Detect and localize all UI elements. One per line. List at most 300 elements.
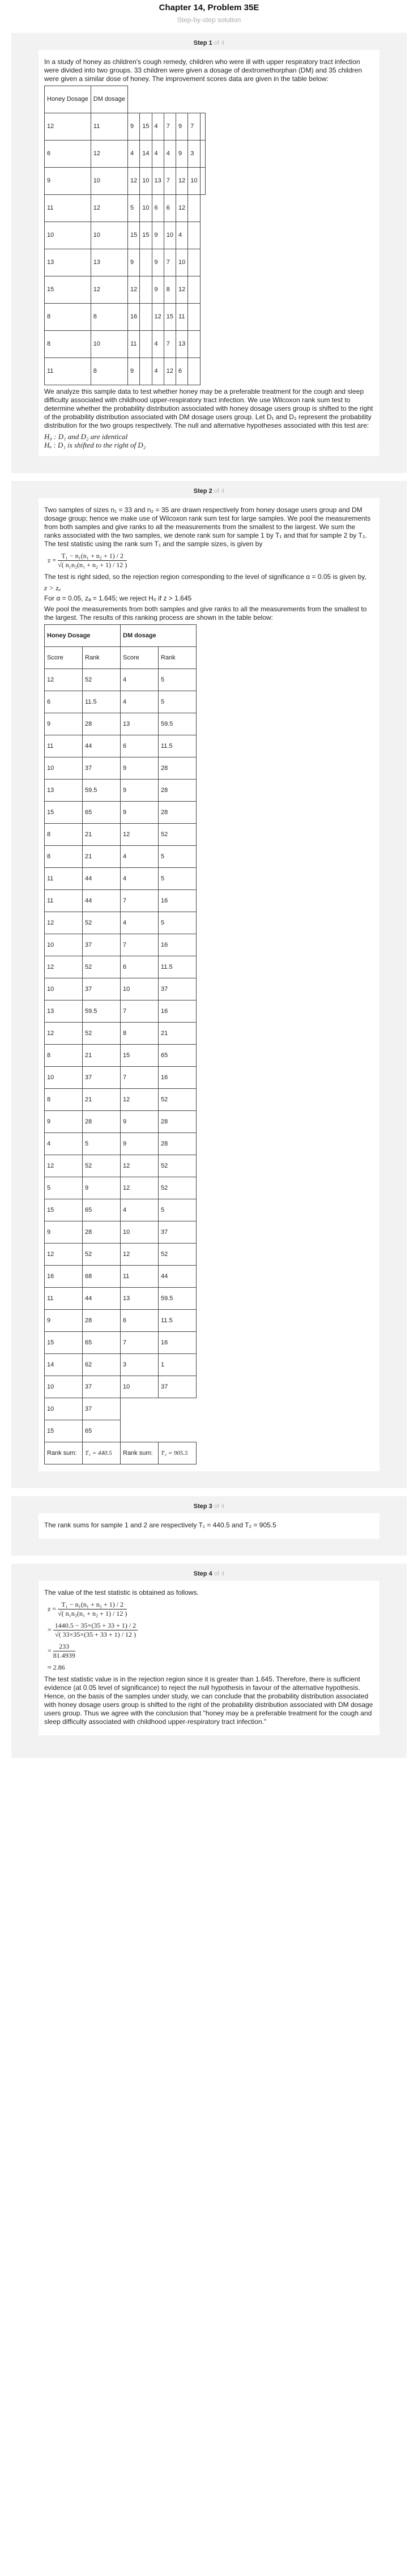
table-cell: 11 bbox=[45, 868, 83, 890]
table-cell: 13 bbox=[121, 1288, 159, 1310]
table-cell: 4 bbox=[121, 691, 159, 713]
table-cell: 12 bbox=[128, 168, 140, 195]
table-row bbox=[45, 304, 206, 331]
table-cell: 28 bbox=[159, 802, 197, 824]
table-cell: 8 bbox=[45, 1045, 83, 1067]
table-row bbox=[45, 1310, 197, 1332]
table-cell: 59.5 bbox=[159, 713, 197, 735]
table-cell: 6 bbox=[164, 195, 176, 222]
table-cell: 9 bbox=[121, 757, 159, 780]
table-row bbox=[45, 168, 206, 195]
table-cell: 12 bbox=[121, 1177, 159, 1199]
table-cell: 11 bbox=[45, 1288, 83, 1310]
table-cell: 52 bbox=[159, 824, 197, 846]
table-cell: 14 bbox=[140, 140, 152, 168]
table-cell: 6 bbox=[176, 358, 188, 385]
table-cell: 13 bbox=[152, 168, 164, 195]
column-header-cell: Rank bbox=[83, 647, 121, 669]
rank-sums-text: The rank sums for sample 1 and 2 are respectively T₁ = 440.5 and T₂ = 905.5 bbox=[44, 1521, 276, 1529]
table-cell: 28 bbox=[159, 757, 197, 780]
table-cell: 37 bbox=[83, 1376, 121, 1398]
table-cell: 4 bbox=[121, 912, 159, 934]
table-cell: 52 bbox=[159, 1244, 197, 1266]
table-cell: 13 bbox=[45, 780, 83, 802]
table-cell bbox=[188, 331, 200, 358]
table-cell: 12 bbox=[91, 195, 127, 222]
table-cell: 10 bbox=[45, 1067, 83, 1089]
table-cell: 9 bbox=[45, 713, 83, 735]
rank-sum-label: Rank sum: bbox=[45, 1442, 83, 1464]
table-cell: 5 bbox=[159, 1199, 197, 1221]
column-header-row bbox=[45, 647, 197, 669]
table-cell: 65 bbox=[83, 1199, 121, 1221]
table-cell: 15 bbox=[140, 222, 152, 249]
step-3-label: Step 3 of 4 bbox=[193, 1503, 225, 1510]
table-cell: 12 bbox=[45, 1244, 83, 1266]
table-cell: 10 bbox=[140, 195, 152, 222]
table-cell: 44 bbox=[83, 735, 121, 757]
table-cell: 9 bbox=[121, 1111, 159, 1133]
table-cell: 44 bbox=[83, 890, 121, 912]
table-cell: 65 bbox=[83, 802, 121, 824]
table-row bbox=[45, 1000, 197, 1023]
table-cell: 37 bbox=[83, 757, 121, 780]
table-row bbox=[45, 846, 197, 868]
table-cell: 10 bbox=[140, 168, 152, 195]
table-cell: 8 bbox=[91, 304, 127, 331]
table-row bbox=[45, 1332, 197, 1354]
table-cell: 7 bbox=[164, 249, 176, 276]
table-cell: 12 bbox=[128, 276, 140, 304]
table-cell: 9 bbox=[121, 1133, 159, 1155]
step-2-label: Step 2 of 4 bbox=[193, 488, 225, 495]
table-cell: 52 bbox=[83, 956, 121, 978]
table-cell: 9 bbox=[152, 249, 164, 276]
table-cell: 12 bbox=[121, 824, 159, 846]
table-cell: 8 bbox=[121, 1023, 159, 1045]
table-cell: 4 bbox=[121, 846, 159, 868]
table-cell: 7 bbox=[121, 934, 159, 956]
table-cell: 65 bbox=[83, 1420, 121, 1442]
t1-value: T₁ = 440.5 bbox=[83, 1442, 121, 1464]
table-cell: 11 bbox=[45, 890, 83, 912]
table-cell: 9 bbox=[45, 1310, 83, 1332]
table-row bbox=[45, 1288, 197, 1310]
table-row bbox=[45, 978, 197, 1000]
table-cell: 9 bbox=[176, 140, 188, 168]
calc-line-2: = $\frac{1440.5 - 35\times(35 + 33 + 1) / 2}{√( 33\times 35\times(35 + 33 + 1) / 12 )}$ bbox=[48, 1621, 374, 1639]
table-cell: 12 bbox=[176, 168, 188, 195]
table-cell bbox=[200, 168, 205, 195]
table-cell: 10 bbox=[45, 1398, 83, 1420]
table-cell: 44 bbox=[159, 1266, 197, 1288]
table-cell: 13 bbox=[91, 249, 127, 276]
table-row bbox=[45, 1045, 197, 1067]
formula-fraction: $\frac{\text{T₁ − n₁(n₁ + n₂ + 1) / 2}}{\text{√( n₁n₂(n₁ + n₂ + 1) / 12 )}}$ bbox=[58, 552, 127, 569]
table-cell: 8 bbox=[164, 276, 176, 304]
group-header-cell: Honey Dosage bbox=[45, 625, 121, 647]
table-row bbox=[45, 1354, 197, 1376]
table-cell: 3 bbox=[188, 140, 200, 168]
step-3-content bbox=[39, 1513, 379, 1539]
table-cell: 21 bbox=[83, 1089, 121, 1111]
table-cell: 5 bbox=[159, 868, 197, 890]
table-cell: 5 bbox=[159, 912, 197, 934]
table-cell bbox=[188, 195, 200, 222]
table-cell: 4 bbox=[152, 140, 164, 168]
table-cell: 59.5 bbox=[83, 780, 121, 802]
table-cell bbox=[159, 1420, 197, 1442]
page-title: Chapter 14, Problem 35E bbox=[159, 3, 259, 12]
table-cell: 11 bbox=[45, 195, 91, 222]
table-cell bbox=[121, 1398, 159, 1420]
table-cell: 52 bbox=[83, 669, 121, 691]
group-header-row bbox=[45, 625, 197, 647]
table-cell: 62 bbox=[83, 1354, 121, 1376]
table-cell: 52 bbox=[159, 1155, 197, 1177]
calc-fraction-1: $\frac{\text{T₁ − n₁(n₁ + n₂ + 1) / 2}}{\text{√( n₁n₂(n₁ + n₂ + 1) / 12 )}}$ bbox=[58, 1600, 127, 1617]
table-row bbox=[45, 1023, 197, 1045]
group-header-cell: DM dosage bbox=[121, 625, 197, 647]
table-cell: 52 bbox=[159, 1089, 197, 1111]
table-row bbox=[45, 276, 206, 304]
table-cell: 28 bbox=[83, 1221, 121, 1244]
table-cell: 10 bbox=[45, 978, 83, 1000]
table-cell: 4 bbox=[121, 1199, 159, 1221]
table-cell bbox=[188, 304, 200, 331]
table-cell: 7 bbox=[164, 113, 176, 140]
table-row bbox=[45, 669, 197, 691]
table-row bbox=[45, 1244, 197, 1266]
table-cell: 28 bbox=[159, 1133, 197, 1155]
table-cell: 9 bbox=[83, 1177, 121, 1199]
table-row bbox=[45, 934, 197, 956]
table-cell: 4 bbox=[128, 140, 140, 168]
table-cell: 12 bbox=[121, 1089, 159, 1111]
table-row bbox=[45, 358, 206, 385]
table-cell: 15 bbox=[164, 304, 176, 331]
table-cell: 52 bbox=[83, 1023, 121, 1045]
table-cell: 9 bbox=[176, 113, 188, 140]
table-row bbox=[45, 1155, 197, 1177]
rank-sum-label-2: Rank sum: bbox=[121, 1442, 159, 1464]
table-row bbox=[45, 691, 197, 713]
table-cell: 8 bbox=[45, 846, 83, 868]
table-row bbox=[45, 140, 206, 168]
t2-value: T₂ = 905.5 bbox=[159, 1442, 197, 1464]
table-cell: 28 bbox=[83, 713, 121, 735]
table-row bbox=[45, 1111, 197, 1133]
table-cell: 15 bbox=[45, 276, 91, 304]
table-cell: 13 bbox=[45, 249, 91, 276]
table-cell: 5 bbox=[45, 1177, 83, 1199]
table-row bbox=[45, 113, 206, 140]
table-cell: 11 bbox=[121, 1266, 159, 1288]
table-cell: 4 bbox=[152, 358, 164, 385]
table-cell: 12 bbox=[121, 1244, 159, 1266]
step-1-analysis: We analyze this sample data to test whether honey may be a preferable treatment for the cough and sleep difficulty associated with childhood upper-respiratory tract infection. We use Wilcoxon rank sum test to determine whether the probability distribution associated with honey dosage users group is shifted to the right of the probability distribution associated with DM dosage users group. Let D₁ and D₂ represent the probability distribution for the two groups respectively. The null and alternative hypotheses associated with this test are: bbox=[44, 388, 373, 429]
step-4-label: Step 4 of 4 bbox=[193, 1570, 225, 1577]
table-cell: 12 bbox=[176, 195, 188, 222]
table-row bbox=[45, 222, 206, 249]
table-row bbox=[45, 802, 197, 824]
table-cell: 10 bbox=[121, 1376, 159, 1398]
step-4 bbox=[11, 1564, 407, 1758]
table-cell: 15 bbox=[45, 1332, 83, 1354]
table-cell: 15 bbox=[140, 113, 152, 140]
table-header-cell: DM dosage bbox=[91, 86, 127, 113]
table-cell: 37 bbox=[83, 978, 121, 1000]
table-cell bbox=[200, 113, 205, 140]
table-cell: 11 bbox=[176, 304, 188, 331]
column-header-cell: Score bbox=[45, 647, 83, 669]
table-cell: 44 bbox=[83, 1288, 121, 1310]
table-cell bbox=[188, 222, 200, 249]
table-cell: 52 bbox=[83, 912, 121, 934]
step-1-content bbox=[39, 50, 379, 456]
table-cell: 1 bbox=[159, 1354, 197, 1376]
table-cell: 12 bbox=[121, 1155, 159, 1177]
table-cell: 10 bbox=[91, 331, 127, 358]
table-cell bbox=[159, 1398, 197, 1420]
table-cell: 16 bbox=[159, 934, 197, 956]
table-cell: 16 bbox=[159, 1000, 197, 1023]
table-cell: 16 bbox=[159, 1332, 197, 1354]
alt-hypothesis: Hₐ : D₁ is shifted to the right of D₂ bbox=[44, 441, 146, 449]
table-cell: 21 bbox=[83, 846, 121, 868]
table-row bbox=[45, 1177, 197, 1199]
rejection-region: z > zₐ bbox=[44, 584, 61, 592]
table-cell: 10 bbox=[45, 757, 83, 780]
table-row bbox=[45, 1221, 197, 1244]
table-cell: 5 bbox=[159, 846, 197, 868]
table-cell: 16 bbox=[159, 890, 197, 912]
calc-line-1: z = $\frac{\text{T₁ − n₁(n₁ + n₂ + 1) / 2}}{\text{√( n₁n₂(n₁ + n₂ + 1) / 12 )}}$ bbox=[48, 1600, 127, 1617]
step-2-intro: Two samples of sizes n₁ = 33 and n₂ = 35 are drawn respectively from honey dosage users group and DM dosage group; hence we make use of Wilcoxon rank sum test for large samples. We pool the measurements from both samples and give ranks to all the measurements from the smallest to the largest. We sum the ranks associated with the two samples, we denote rank sum for sample 1 by T₁ and that for sample 2 by T₂. The test statistic using the rank sum T₁ and the sample sizes, is given by bbox=[44, 506, 371, 548]
table-cell: 4 bbox=[152, 331, 164, 358]
step-2 bbox=[11, 481, 407, 1488]
table-cell: 52 bbox=[83, 1155, 121, 1177]
table-cell: 4 bbox=[121, 669, 159, 691]
table-cell bbox=[188, 358, 200, 385]
table-cell: 12 bbox=[164, 358, 176, 385]
table-cell bbox=[140, 358, 152, 385]
test-statistic-formula: z = $\frac{\text{T₁ − n₁(n₁ + n₂ + 1) / 2}}{\text{√( n₁n₂(n₁ + n₂ + 1) / 12 )}}$ bbox=[48, 552, 127, 569]
table-cell: 10 bbox=[45, 222, 91, 249]
table-cell: 13 bbox=[45, 1000, 83, 1023]
table-cell: 9 bbox=[128, 249, 140, 276]
table-cell: 4 bbox=[45, 1133, 83, 1155]
table-cell: 52 bbox=[83, 1244, 121, 1266]
table-cell: 4 bbox=[176, 222, 188, 249]
table-cell: 10 bbox=[45, 1376, 83, 1398]
table-row bbox=[45, 1067, 197, 1089]
table-cell: 52 bbox=[159, 1177, 197, 1199]
decision-rule: For α = 0.05, zₐ = 1.645; we reject H₀ if z > 1.645 bbox=[44, 594, 192, 602]
table-cell: 9 bbox=[152, 222, 164, 249]
rejection-text: The test is right sided, so the rejection region corresponding to the level of significance α = 0.05 is given by, bbox=[44, 573, 366, 581]
page-subtitle: Step-by-step solution bbox=[177, 16, 241, 24]
table-cell: 11.5 bbox=[159, 1310, 197, 1332]
z-result: ≈ 2.86 bbox=[48, 1663, 65, 1671]
conclusion-text: The test statistic value is in the rejection region since it is greater than 1.645. Therefore, there is sufficient evidence (at 0.05 level of significance) to reject the null hypothesis in favour of the alternative hypothesis. Hence, on the basis of the samples under study, we can conclude that the probability distribution associated with honey dosage users group is shifted to the right of the probability distribution associated with DM dosage users group. Thus we agree with the conclusion that "honey may be a preferable treatment for the cough and sleep difficulty associated with childhood upper-respiratory tract infection." bbox=[44, 1675, 373, 1726]
table-cell: 10 bbox=[121, 1221, 159, 1244]
table-cell: 7 bbox=[121, 1332, 159, 1354]
table-cell: 16 bbox=[128, 304, 140, 331]
table-cell bbox=[140, 249, 152, 276]
null-hypothesis: H₀ : D₁ and D₂ are identical bbox=[44, 432, 128, 441]
table-cell: 37 bbox=[159, 978, 197, 1000]
table-cell: 16 bbox=[159, 1067, 197, 1089]
table-row bbox=[45, 249, 206, 276]
table-cell: 6 bbox=[152, 195, 164, 222]
table-cell: 15 bbox=[45, 802, 83, 824]
table-cell: 9 bbox=[121, 780, 159, 802]
table-cell: 7 bbox=[121, 1000, 159, 1023]
table-cell: 7 bbox=[164, 331, 176, 358]
table-cell: 28 bbox=[83, 1310, 121, 1332]
table-cell: 9 bbox=[128, 358, 140, 385]
step-1-intro: In a study of honey as children's cough remedy, children who were ill with upper respiratory tract infection were divided into two groups. 33 children were given a dosage of dextromethorphan (DM) and 35 children were given a similar dose of honey. The improvement scores data are given in the table below: bbox=[44, 58, 362, 83]
table-cell: 6 bbox=[45, 691, 83, 713]
table-cell: 5 bbox=[128, 195, 140, 222]
table-cell: 9 bbox=[45, 1221, 83, 1244]
table-row bbox=[45, 1089, 197, 1111]
ranking-table bbox=[44, 624, 197, 1464]
table-row bbox=[45, 1376, 197, 1398]
column-header-cell: Score bbox=[121, 647, 159, 669]
table-cell bbox=[188, 249, 200, 276]
table-cell bbox=[200, 140, 205, 168]
table-cell: 28 bbox=[159, 1111, 197, 1133]
table-cell: 11.5 bbox=[159, 735, 197, 757]
table-row bbox=[45, 713, 197, 735]
table-cell: 10 bbox=[45, 934, 83, 956]
table-row bbox=[45, 331, 206, 358]
table-cell: 12 bbox=[176, 276, 188, 304]
table-cell: 10 bbox=[91, 168, 127, 195]
table-cell: 21 bbox=[83, 1045, 121, 1067]
table-cell: 12 bbox=[152, 304, 164, 331]
table-cell: 5 bbox=[159, 669, 197, 691]
table-row bbox=[45, 780, 197, 802]
table-cell bbox=[140, 276, 152, 304]
table-cell: 6 bbox=[121, 956, 159, 978]
column-header-cell: Rank bbox=[159, 647, 197, 669]
step-3 bbox=[11, 1496, 407, 1556]
step-4-content bbox=[39, 1581, 379, 1735]
table-row bbox=[45, 1398, 197, 1420]
table-cell: 9 bbox=[121, 802, 159, 824]
table-cell bbox=[188, 276, 200, 304]
table-cell: 15 bbox=[121, 1045, 159, 1067]
table-cell: 7 bbox=[164, 168, 176, 195]
table-cell: 12 bbox=[45, 669, 83, 691]
table-cell: 10 bbox=[188, 168, 200, 195]
table-cell: 11 bbox=[128, 331, 140, 358]
table-cell: 4 bbox=[121, 868, 159, 890]
table-cell: 12 bbox=[45, 956, 83, 978]
table-cell: 12 bbox=[45, 1155, 83, 1177]
table-cell: 11 bbox=[91, 113, 127, 140]
step-1-label: Step 1 of 4 bbox=[193, 40, 225, 46]
table-cell: 59.5 bbox=[83, 1000, 121, 1023]
table-cell: 8 bbox=[45, 1089, 83, 1111]
table-cell: 15 bbox=[45, 1420, 83, 1442]
table-cell: 21 bbox=[83, 824, 121, 846]
table-cell: 10 bbox=[164, 222, 176, 249]
table-cell: 12 bbox=[45, 1023, 83, 1045]
table-cell: 7 bbox=[121, 890, 159, 912]
table-cell: 13 bbox=[121, 713, 159, 735]
step-4-intro: The value of the test statistic is obtained as follows. bbox=[44, 1589, 199, 1596]
table-cell: 8 bbox=[45, 331, 91, 358]
table-row bbox=[45, 735, 197, 757]
calc-line-3: = $\frac{233}{81.4939}$ bbox=[48, 1642, 75, 1659]
table-cell: 6 bbox=[45, 140, 91, 168]
table-cell: 37 bbox=[159, 1376, 197, 1398]
table-cell: 65 bbox=[83, 1332, 121, 1354]
table-cell: 6 bbox=[121, 735, 159, 757]
table-cell: 11.5 bbox=[83, 691, 121, 713]
table-cell: 59.5 bbox=[159, 1288, 197, 1310]
table-cell: 3 bbox=[121, 1354, 159, 1376]
table-header-row bbox=[45, 86, 206, 113]
table-cell: 5 bbox=[159, 691, 197, 713]
table-row bbox=[45, 195, 206, 222]
table-cell: 16 bbox=[45, 1266, 83, 1288]
table-cell: 37 bbox=[83, 934, 121, 956]
table-cell: 10 bbox=[121, 978, 159, 1000]
table-cell: 12 bbox=[45, 113, 91, 140]
table-cell: 7 bbox=[121, 1067, 159, 1089]
step-1 bbox=[11, 33, 407, 473]
table-cell: 15 bbox=[128, 222, 140, 249]
step-2-content bbox=[39, 498, 379, 1471]
table-cell: 8 bbox=[45, 824, 83, 846]
table-cell: 9 bbox=[152, 276, 164, 304]
table-cell bbox=[121, 1420, 159, 1442]
table-cell: 9 bbox=[128, 113, 140, 140]
table-row bbox=[45, 1266, 197, 1288]
table-cell: 12 bbox=[91, 140, 127, 168]
table-cell: 65 bbox=[159, 1045, 197, 1067]
table-cell bbox=[140, 304, 152, 331]
table-row bbox=[45, 868, 197, 890]
table-cell: 44 bbox=[83, 868, 121, 890]
table-cell: 11 bbox=[45, 358, 91, 385]
table-cell: 68 bbox=[83, 1266, 121, 1288]
table-cell: 13 bbox=[176, 331, 188, 358]
table-cell: 28 bbox=[83, 1111, 121, 1133]
table-cell: 12 bbox=[91, 276, 127, 304]
table-cell: 21 bbox=[159, 1023, 197, 1045]
table-cell: 10 bbox=[176, 249, 188, 276]
table-cell: 14 bbox=[45, 1354, 83, 1376]
table-cell: 10 bbox=[91, 222, 127, 249]
table-cell: 37 bbox=[83, 1398, 121, 1420]
table-row bbox=[45, 912, 197, 934]
table-cell: 8 bbox=[45, 304, 91, 331]
table-row bbox=[45, 1199, 197, 1221]
table-cell: 12 bbox=[45, 912, 83, 934]
table-header-cell: Honey Dosage bbox=[45, 86, 91, 113]
table-row bbox=[45, 1133, 197, 1155]
table-cell: 7 bbox=[188, 113, 200, 140]
table-cell: 5 bbox=[83, 1133, 121, 1155]
honey-dm-table bbox=[44, 86, 206, 385]
table-cell: 4 bbox=[152, 113, 164, 140]
